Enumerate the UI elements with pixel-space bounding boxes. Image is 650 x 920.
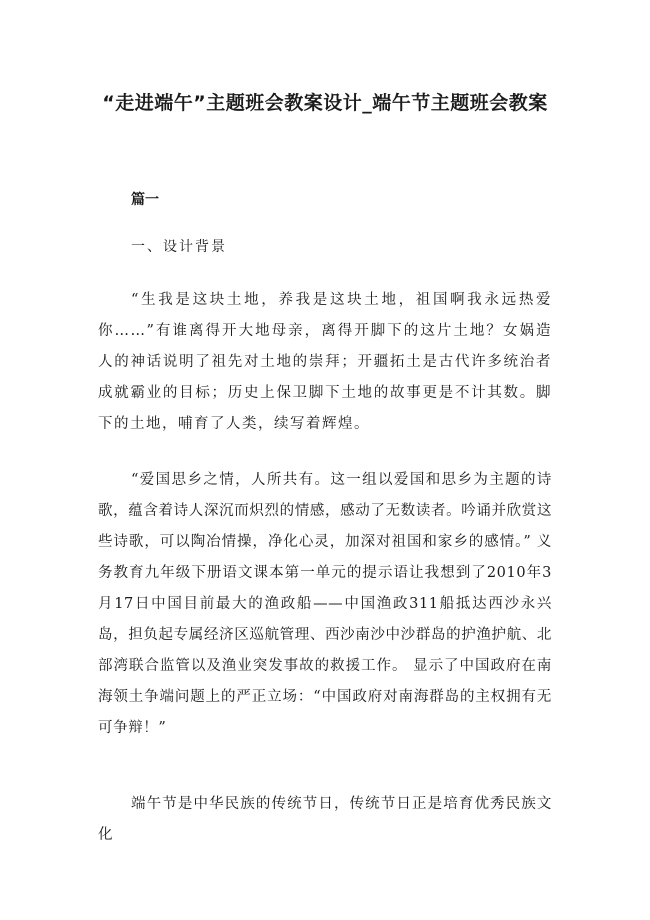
paragraph-3: 端午节是中华民族的传统节日，传统节日正是培育优秀民族文化 [98, 796, 552, 843]
document-title: “走进端午”主题班会教案设计_端午节主题班会教案 [102, 92, 548, 114]
paragraph-1: “生我是这块土地，养我是这块土地，祖国啊我永远热爱你……”有谁离得开大地母亲，离得开脚下的这片土地？女娲造人的神话说明了祖先对土地的崇拜；开疆拓土是古代许多统治者成就霸业的目标；历史上保卫脚下土地的故事更是不计其数。脚下的土地，哺育了人类，续写着辉煌。 [98, 292, 552, 432]
paragraph-2: “爱国思乡之情，人所共有。这一组以爱国和思乡为主题的诗歌，蕴含着诗人深沉而炽烈的情感，感动了无数读者。吟诵并欣赏这些诗歌，可以陶冶情操，净化心灵，加深对祖国和家乡的感情。” 义务教育九年级下册语文课本第一单元的提示语让我想到了2010年3月17日中国目前最大的渔政船——中国渔政311船抵达西沙永兴岛，担负起专属经济区巡航管理、西沙南沙中沙群岛的护渔护航、北部湾联合监管以及渔业突发事故的救援工作。 显示了中国政府在南海领土争端问题上的严正立场：“中国政府对南海群岛的主权拥有无可争辩！” [98, 472, 552, 736]
section-heading: 篇一 [131, 192, 159, 208]
section-title: 一、设计背景 [131, 239, 227, 255]
